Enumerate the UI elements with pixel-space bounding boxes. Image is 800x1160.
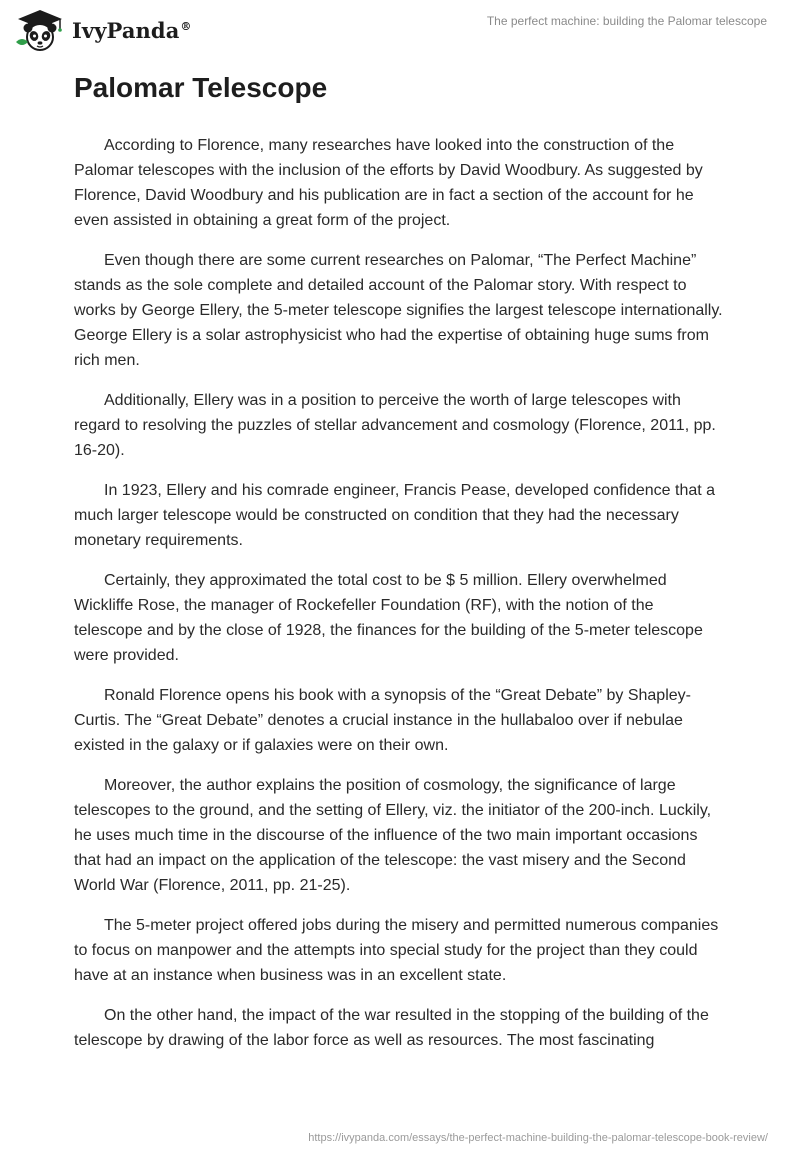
paragraph: The 5-meter project offered jobs during the misery and permitted numerous companies to focus on manpower and the attempts into special study for the project than they could have at an instance when business was in an excellent state.: [74, 917, 719, 984]
brand-name: IvyPanda®: [72, 17, 192, 43]
paragraph: Ronald Florence opens his book with a synopsis of the “Great Debate” by Shapley-Curtis. The “Great Debate” denotes a crucial instance in the hullabaloo over if nebulae existed in the galaxy or if galaxies were on their own.: [74, 687, 691, 754]
paragraph: Moreover, the author explains the position of cosmology, the significance of large telescopes to the ground, and the setting of Ellery, viz. the initiator of the 200-inch. Luckily, he uses much time in the discourse of the influence of the two main important occasions that had an impact on the application of the telescope: the vast misery and the Second World War (Florence, 2011, pp. 21-25).: [74, 777, 712, 894]
page-title: Palomar Telescope: [74, 72, 328, 103]
paragraph: Additionally, Ellery was in a position to perceive the worth of large telescopes with regard to resolving the puzzles of stellar advancement and cosmology (Florence, 2011, pp. 16-20).: [74, 392, 716, 459]
paragraph: On the other hand, the impact of the war resulted in the stopping of the building of the telescope by drawing of the labor force as well as resources. The most fascinating: [74, 1007, 709, 1049]
paragraph: Certainly, they approximated the total cost to be $ 5 million. Ellery overwhelmed Wickliffe Rose, the manager of Rockefeller Foundation (RF), with the notion of the telescope and by the close of 1928, the finances for the building of the 5-meter telescope were provided.: [74, 572, 703, 664]
paragraph: According to Florence, many researches have looked into the construction of the Palomar telescopes with the inclusion of the efforts by David Woodbury. As suggested by Florence, David Woodbury and his publication are in fact a section of the account for he even assisted in obtaining a great form of the project.: [74, 137, 703, 229]
source-url[interactable]: https://ivypanda.com/essays/the-perfect-machine-building-the-palomar-telescope-book-review/: [308, 1132, 768, 1144]
ivypanda-logo[interactable]: [14, 8, 192, 52]
essay-body: [74, 133, 724, 1068]
document-header-title: The perfect machine: building the Palomar telescope: [486, 14, 767, 28]
paragraph: Even though there are some current researches on Palomar, “The Perfect Machine” stands as the sole complete and detailed account of the Palomar story. With respect to works by George Ellery, the 5-meter telescope signifies the largest telescope internationally. George Ellery is a solar astrophysicist who had the expertise of obtaining huge sums from rich men.: [74, 252, 723, 369]
page-header: [0, 0, 800, 60]
panda-logo-icon: [14, 8, 66, 52]
paragraph: In 1923, Ellery and his comrade engineer, Francis Pease, developed confidence that a much larger telescope would be constructed on condition that they had the necessary monetary requirements.: [74, 482, 716, 549]
